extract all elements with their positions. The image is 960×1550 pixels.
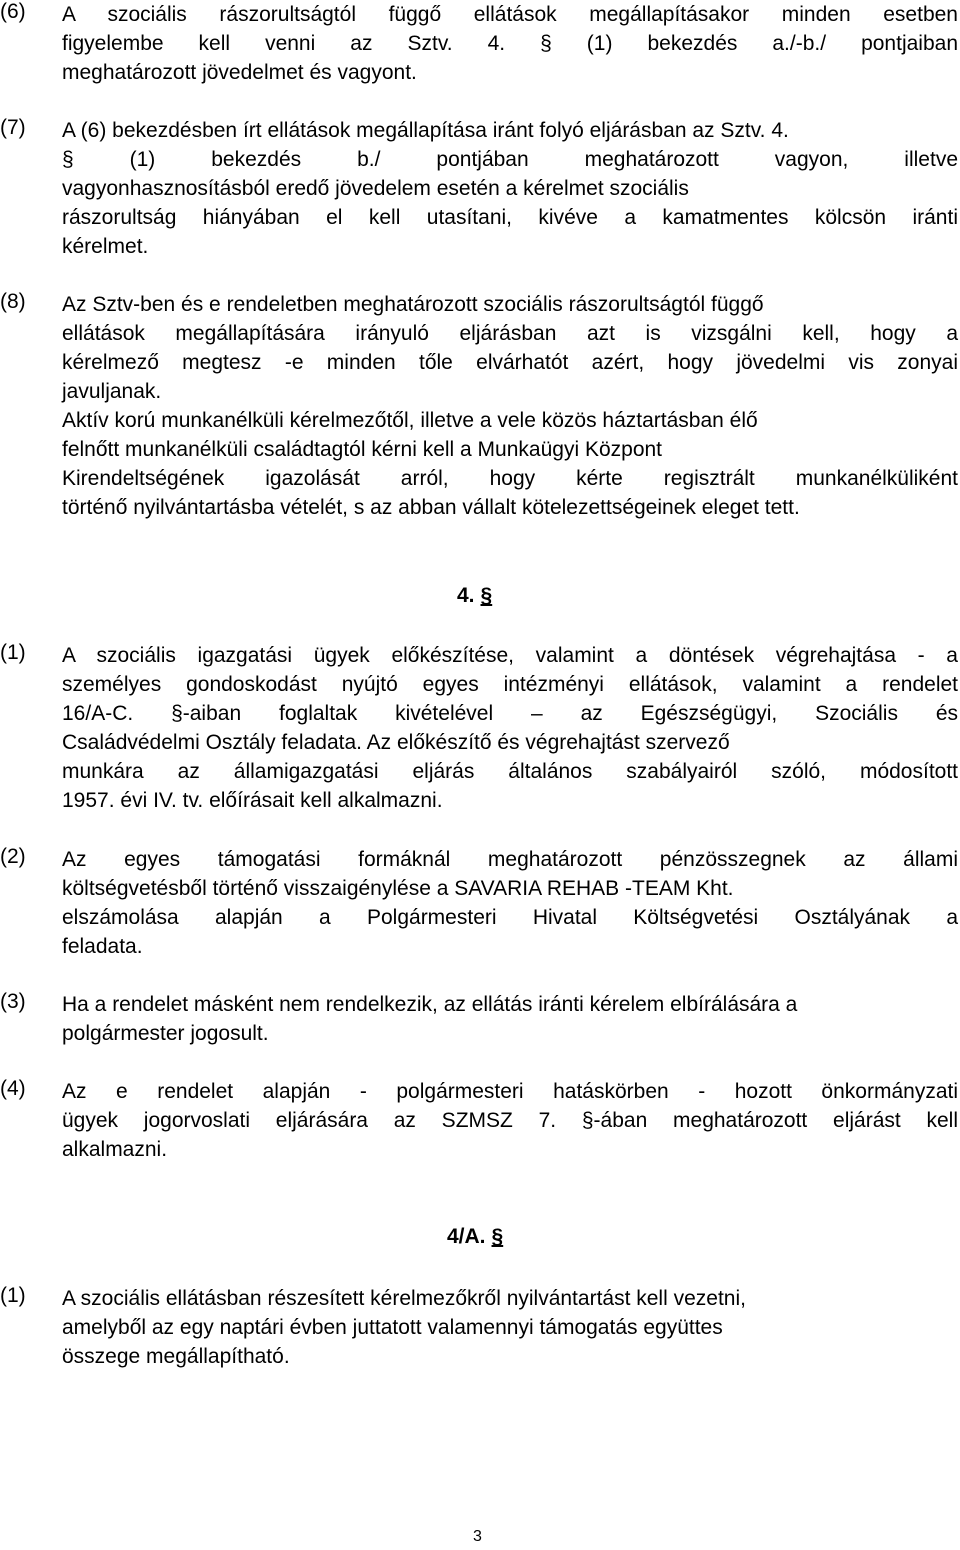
text-line: 1957. évi IV. tv. előírásait kell alkalmazni. bbox=[62, 789, 443, 812]
text-line: Családvédelmi Osztály feladata. Az előkészítő és végrehajtást szervező bbox=[62, 731, 730, 754]
text-line: munkára az államigazgatási eljárás általános szabályairól szóló, módosított bbox=[62, 760, 958, 783]
text-line: Az egyes támogatási formáknál meghatározott pénzösszegnek az állami bbox=[62, 848, 958, 871]
text-line: amelyből az egy naptári évben juttatott valamennyi támogatás együttes bbox=[62, 1316, 723, 1339]
paragraph-number: (3) bbox=[0, 990, 26, 1013]
section-sign: § bbox=[491, 1225, 504, 1248]
text-line: költségvetésből történő visszaigénylése a SAVARIA REHAB -TEAM Kht. bbox=[62, 877, 734, 900]
text-line: történő nyilvántartásba vételét, s az abban vállalt kötelezettségeinek eleget tett. bbox=[62, 496, 800, 519]
paragraph-number: (7) bbox=[0, 116, 26, 139]
text-line: A szociális ellátásban részesített kérelmezőkről nyilvántartást kell vezetni, bbox=[62, 1287, 746, 1310]
section-number: 4. bbox=[457, 584, 475, 607]
text-line: javuljanak. bbox=[62, 380, 162, 403]
text-line: polgármester jogosult. bbox=[62, 1022, 269, 1045]
text-line: Kirendeltségének igazolását arról, hogy kérte regisztrált munkanélküliként bbox=[62, 467, 958, 490]
text-line: kérelmet. bbox=[62, 235, 149, 258]
paragraph-number: (2) bbox=[0, 845, 26, 868]
text-line: figyelembe kell venni az Sztv. 4. § (1) bekezdés a./-b./ pontjaiban bbox=[62, 32, 958, 55]
text-line: kérelmező megtesz -e minden tőle elvárhatót azért, hogy jövedelmi vis zonyai bbox=[62, 351, 958, 374]
text-line: személyes gondoskodást nyújtó egyes intézményi ellátások, valamint a rendelet bbox=[62, 673, 958, 696]
text-line: Az Sztv-ben és e rendeletben meghatározott szociális rászorultságtól függő bbox=[62, 293, 764, 316]
text-line: Ha a rendelet másként nem rendelkezik, az ellátás iránti kérelem elbírálására a bbox=[62, 993, 798, 1016]
text-line: vagyonhasznosításból eredő jövedelem esetén a kérelmet szociális bbox=[62, 177, 689, 200]
text-line: A (6) bekezdésben írt ellátások megállapítása iránt folyó eljárásban az Sztv. 4. bbox=[62, 119, 789, 142]
text-line: felnőtt munkanélküli családtagtól kérni kell a Munkaügyi Központ bbox=[62, 438, 663, 461]
text-line: 16/A-C. §-aiban foglaltak kivételével – az Egészségügyi, Szociális és bbox=[62, 702, 958, 725]
section-sign: § bbox=[480, 584, 493, 607]
section-heading-4 bbox=[457, 584, 492, 608]
section-heading-4a bbox=[447, 1225, 503, 1249]
text-line: elszámolása alapján a Polgármesteri Hivatal Költségvetési Osztályának a bbox=[62, 906, 958, 929]
text-line: ügyek jogorvoslati eljárására az SZMSZ 7. §-ában meghatározott eljárást kell bbox=[62, 1109, 958, 1132]
section-number: 4/A. bbox=[447, 1225, 486, 1248]
text-line: Az e rendelet alapján - polgármesteri hatáskörben - hozott önkormányzati bbox=[62, 1080, 958, 1103]
paragraph-number: (1) bbox=[0, 641, 26, 664]
text-line: meghatározott jövedelmet és vagyont. bbox=[62, 61, 417, 84]
paragraph-number: (8) bbox=[0, 290, 26, 313]
text-line: összege megállapítható. bbox=[62, 1345, 290, 1368]
text-line: A szociális rászorultságtól függő ellátások megállapításakor minden esetben bbox=[62, 3, 958, 26]
text-line: § (1) bekezdés b./ pontjában meghatározott vagyon, illetve bbox=[62, 148, 958, 171]
text-line: Aktív korú munkanélküli kérelmezőtől, illetve a vele közös háztartásban élő bbox=[62, 409, 758, 432]
text-line: feladata. bbox=[62, 935, 143, 958]
text-line: rászorultság hiányában el kell utasítani, kivéve a kamatmentes kölcsön iránti bbox=[62, 206, 958, 229]
paragraph-number: (4) bbox=[0, 1077, 26, 1100]
paragraph-number: (6) bbox=[0, 0, 26, 23]
page-number: 3 bbox=[473, 1528, 482, 1545]
text-line: ellátások megállapítására irányuló eljárásban azt is vizsgálni kell, hogy a bbox=[62, 322, 958, 345]
paragraph-number: (1) bbox=[0, 1284, 26, 1307]
text-line: A szociális igazgatási ügyek előkészítése, valamint a döntések végrehajtása - a bbox=[62, 644, 958, 667]
text-line: alkalmazni. bbox=[62, 1138, 168, 1161]
